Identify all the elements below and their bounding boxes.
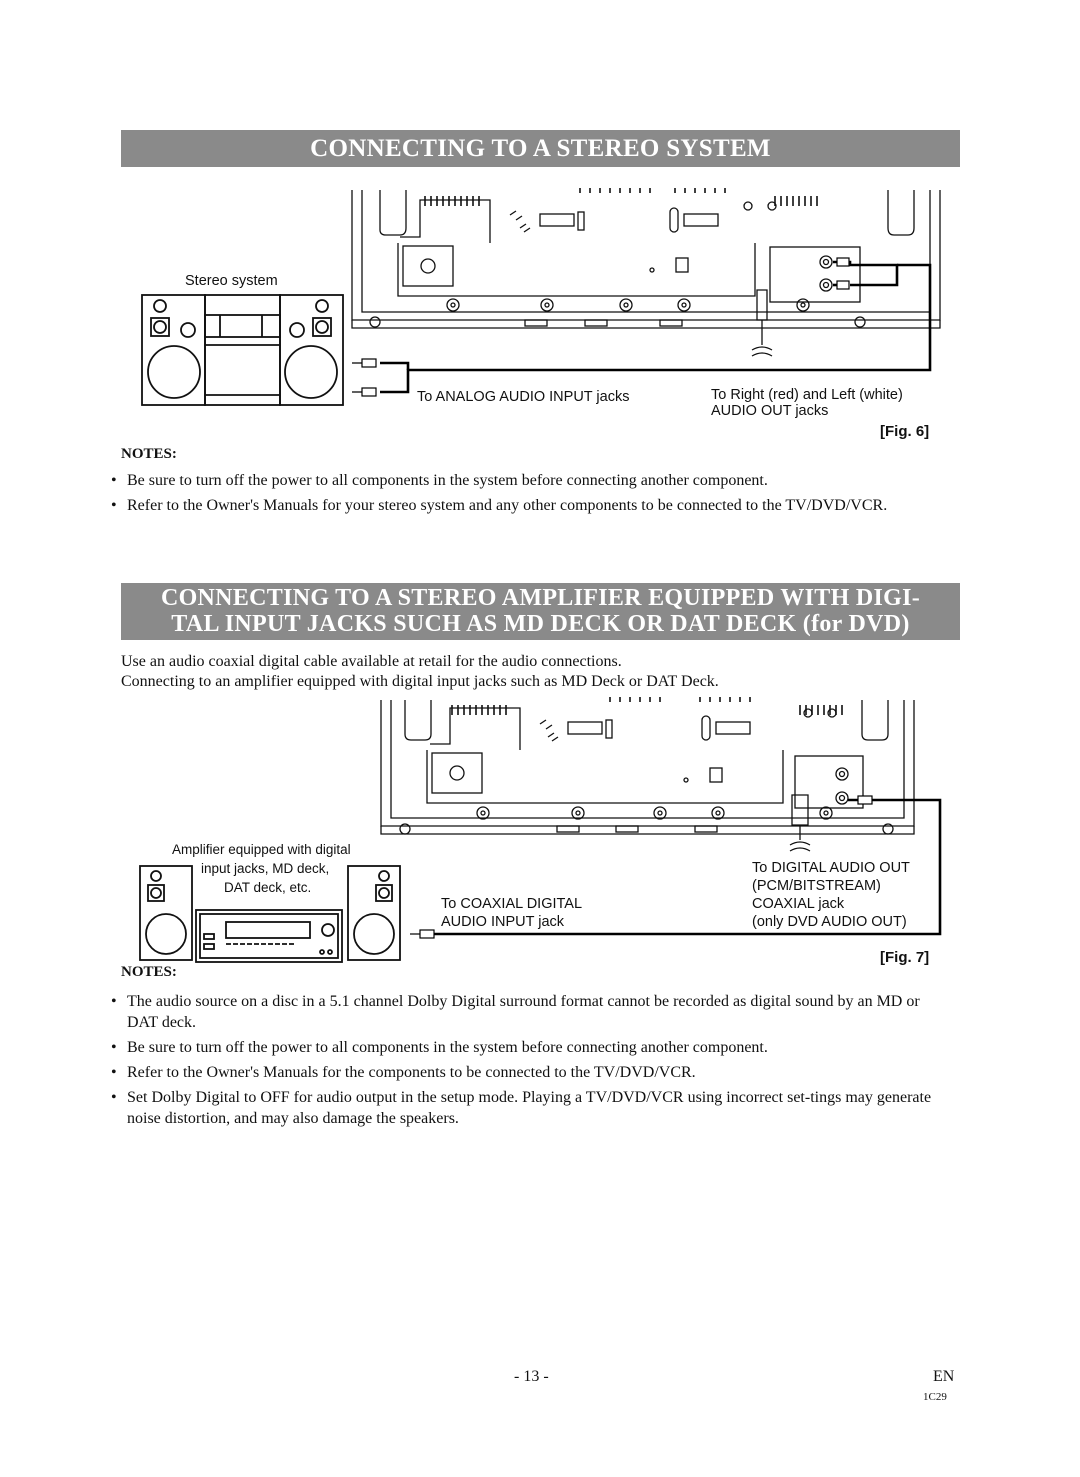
label-amplifier-line2: input jacks, MD deck, (201, 861, 330, 876)
label-digital-out-line4: (only DVD AUDIO OUT) (752, 914, 907, 930)
section-title-line2: TAL INPUT JACKS SUCH AS MD DECK OR DAT DECK (for DVD) (171, 611, 910, 637)
label-audio-out-line2: AUDIO OUT jacks (711, 403, 829, 419)
note-item: • Set Dolby Digital to OFF for audio output in the setup mode. Playing a TV/DVD/VCR using incorrect set-tings may generate noise distortion, and may also damage the speakers. (108, 1087, 953, 1129)
language-code: EN (933, 1368, 955, 1385)
label-coaxial-input-line1: To COAXIAL DIGITAL (441, 896, 583, 912)
label-digital-out-line1: To DIGITAL AUDIO OUT (752, 860, 910, 876)
section-title-digital-amplifier (121, 583, 960, 640)
notes-heading-2: NOTES: (121, 964, 177, 980)
figure-7-label: [Fig. 7] (880, 949, 930, 966)
note-item: • The audio source on a disc in a 5.1 channel Dolby Digital surround format cannot be recorded as digital sound by an MD or DAT deck. (108, 991, 953, 1033)
label-amplifier-line3: DAT deck, etc. (224, 880, 312, 895)
label-amplifier-line1: Amplifier equipped with digital (172, 842, 351, 857)
intro-line1: Use an audio coaxial digital cable available at retail for the audio connections. (121, 653, 622, 670)
notes-heading-1: NOTES: (121, 446, 177, 462)
label-stereo-system: Stereo system (185, 273, 278, 289)
section-title-stereo-system: CONNECTING TO A STEREO SYSTEM (121, 130, 960, 167)
label-audio-out-line1: To Right (red) and Left (white) (711, 387, 903, 403)
notes-list-2 (108, 991, 953, 1133)
note-item: • Be sure to turn off the power to all components in the system before connecting another component. (108, 470, 953, 491)
notes-list-1 (108, 470, 953, 520)
section-title-line1: CONNECTING TO A STEREO AMPLIFIER EQUIPPED WITH DIGI- (160, 585, 921, 611)
label-coaxial-input-line2: AUDIO INPUT jack (441, 914, 565, 930)
page-number: - 13 - (514, 1368, 549, 1385)
note-item: • Refer to the Owner's Manuals for the components to be connected to the TV/DVD/VCR. (108, 1062, 953, 1083)
note-item: • Be sure to turn off the power to all components in the system before connecting another component. (108, 1037, 953, 1058)
figure-6-label: [Fig. 6] (880, 423, 930, 440)
intro-line2: Connecting to an amplifier equipped with digital input jacks such as MD Deck or DAT Deck. (121, 673, 719, 690)
label-analog-audio-input: To ANALOG AUDIO INPUT jacks (417, 389, 630, 405)
document-code: 1C29 (923, 1391, 947, 1403)
note-item: • Refer to the Owner's Manuals for your stereo system and any other components to be connected to the TV/DVD/VCR. (108, 495, 953, 516)
label-digital-out-line3: COAXIAL jack (752, 896, 845, 912)
label-digital-out-line2: (PCM/BITSTREAM) (752, 878, 881, 894)
